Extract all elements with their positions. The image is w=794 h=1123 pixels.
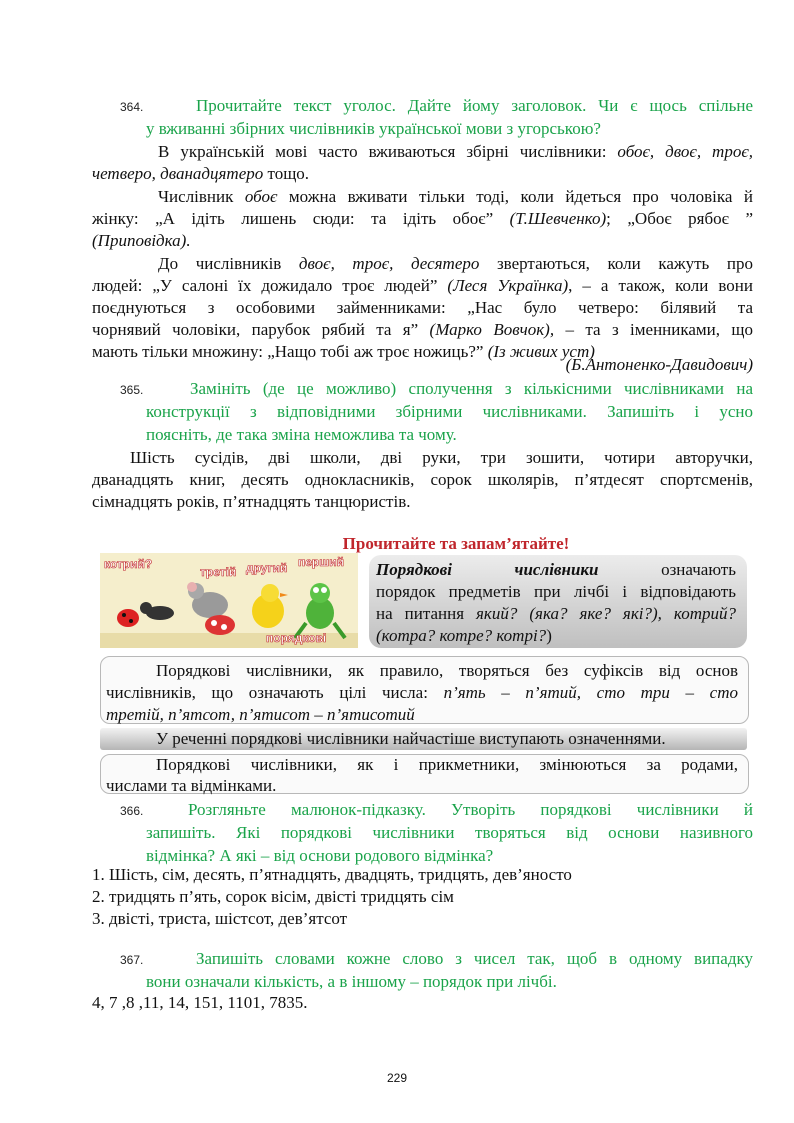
- page-number: 229: [386, 1071, 408, 1085]
- exercise-number: 366.: [120, 804, 144, 818]
- exercise-task: у вживанні збірних числівників української мови з угорською?: [146, 119, 601, 138]
- exercise-task: поясніть, де така зміна неможлива та чому.: [146, 425, 457, 444]
- rule-line: третій, п’ятсот, п’ятисот – п’ятисотий: [106, 705, 415, 724]
- picture-label: третій: [200, 565, 237, 579]
- definition-line: Порядкові числівники означають: [376, 560, 736, 579]
- exercise-task: конструкції з відповідними збірними числівниками. Запишіть і усно: [146, 402, 753, 421]
- exercise-task: Розгляньте малюнок-підказку. Утворіть порядкові числівники й: [188, 800, 753, 819]
- ordinal-numbers-illustration: [100, 553, 358, 648]
- exercise-task: Прочитайте текст уголос. Дайте йому заголовок. Чи є щось спільне: [196, 96, 753, 115]
- paragraph-line: Шість сусідів, дві школи, дві руки, три зошити, чотири авторучки,: [130, 448, 753, 467]
- rule-line: числами та відмінками.: [106, 776, 277, 795]
- paragraph-line: Числівник обоє можна вживати тільки тоді, коли йдеться про чоловіка й: [158, 187, 753, 206]
- picture-label: другий: [246, 561, 288, 575]
- exercise-task: відмінка? А які – від основи родового відмінка?: [146, 846, 494, 865]
- paragraph-line: жінку: „А ідіть лишень сюди: та ідіть обоє” (Т.Шевченко); „Обоє рябоє ”: [92, 209, 753, 228]
- paragraph-line: (Приповідка).: [92, 231, 191, 250]
- rule-bar-text: У реченні порядкові числівники найчастіше виступають означеннями.: [156, 729, 666, 748]
- list-item: 1. Шість, сім, десять, п’ятнадцять, двадцять, тридцять, дев’яносто: [92, 865, 572, 884]
- exercise-task: Запишіть словами кожне слово з чисел так, щоб в одному випадку: [196, 949, 753, 968]
- definition-line: (котра? котре? котрі?): [376, 626, 552, 645]
- picture-label: котрий?: [104, 557, 153, 571]
- number-list: 4, 7 ,8 ,11, 14, 151, 1101, 7835.: [92, 993, 308, 1012]
- paragraph-line: четверо, дванадцятеро тощо.: [92, 164, 310, 183]
- list-item: 3. двісті, триста, шістсот, дев’ятсот: [92, 909, 348, 928]
- rule-line: числівників, що означають цілі числа: п’ять – п’ятий, сто три – сто: [106, 683, 739, 702]
- exercise-number: 367.: [120, 953, 144, 967]
- exercise-number: 364.: [120, 100, 144, 114]
- paragraph-line: В українській мові часто вживаються збірні числівники: обоє, двоє, троє,: [158, 142, 754, 161]
- paragraph-line: сімнадцять років, п’ятнадцять танцюристів.: [92, 492, 411, 511]
- exercise-task: Замініть (де це можливо) сполучення з кількісними числівниками на: [190, 379, 753, 398]
- exercise-number: 365.: [120, 383, 144, 397]
- rule-line: Порядкові числівники, як і прикметники, змінюються за родами,: [156, 755, 738, 774]
- paragraph-line: До числівників двоє, троє, десятеро звертаються, коли кажуть про: [158, 254, 753, 273]
- list-item: 2. тридцять п’ять, сорок вісім, двісті тридцять сім: [92, 887, 454, 906]
- author: (Б.Антоненко-Давидович): [565, 355, 753, 374]
- paragraph-line: мають тільки множину: „Нащо тобі аж троє ножиць?” (Із живих уст): [92, 342, 595, 361]
- paragraph-line: дванадцять книг, десять однокласників, сорок школярів, п’ятдесят спортсменів,: [92, 470, 753, 489]
- definition-line: на питання який? (яка? яке? які?), котрий?: [376, 604, 736, 623]
- rule-heading: Прочитайте та запам’ятайте!: [342, 534, 570, 553]
- picture-label: перший: [298, 555, 345, 569]
- exercise-task: вони означали кількість, а в іншому – порядок при лічбі.: [146, 972, 557, 991]
- picture-label: порядкові: [266, 631, 327, 645]
- paragraph-line: чорнявий чоловіки, парубок рябий та я” (Марко Вовчок), – та з іменниками, що: [92, 320, 754, 339]
- rule-line: Порядкові числівники, як правило, творяться без суфіксів від основ: [156, 661, 738, 680]
- paragraph-line: людей: „У салоні їх дожидало троє людей” (Леся Українка), – а також, коли вони: [92, 276, 753, 295]
- paragraph-line: поєднуються з особовими займенниками: „Нас було четверо: білявий та: [92, 298, 753, 317]
- definition-line: порядок предметів при лічбі і відповідають: [376, 582, 736, 601]
- exercise-task: запишіть. Які порядкові числівники творяться від основи називного: [146, 823, 753, 842]
